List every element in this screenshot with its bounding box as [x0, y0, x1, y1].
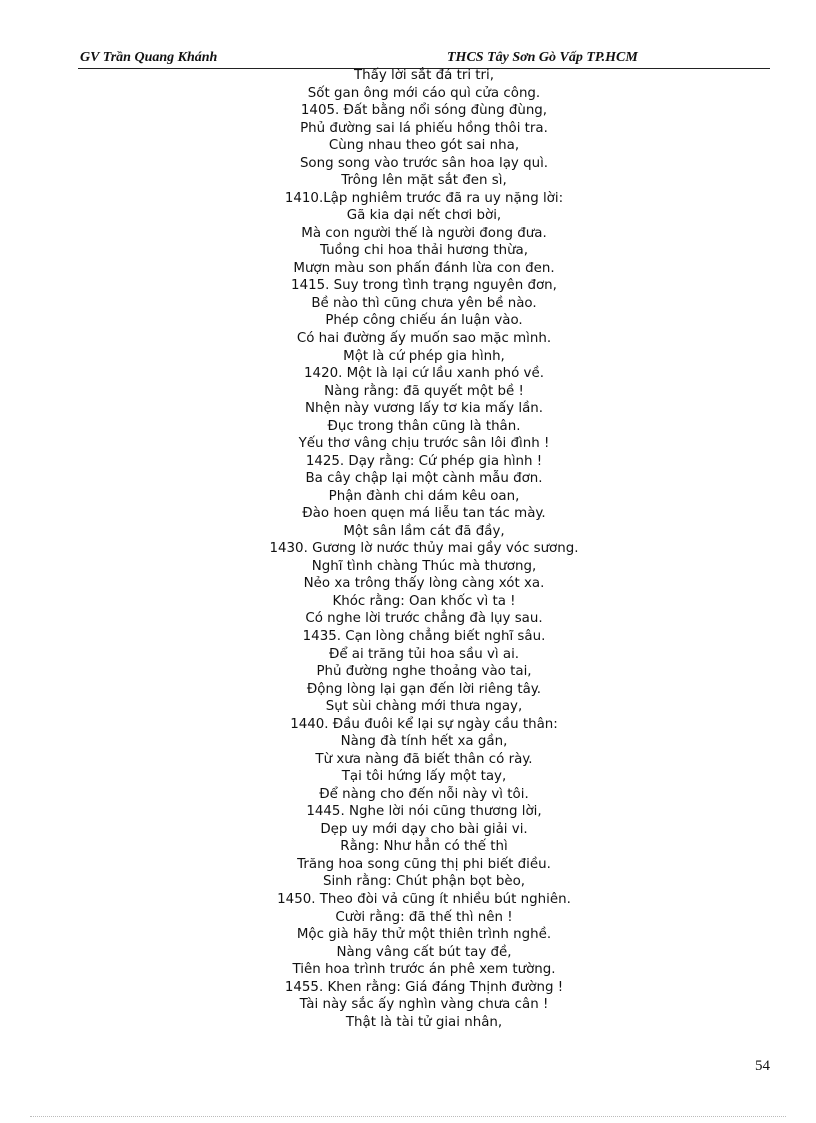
poem-line: Trăng hoa song cũng thị phi biết điều. — [297, 856, 551, 872]
poem-line: Nhện này vương lấy tơ kia mấy lần. — [304, 401, 544, 417]
poem-line: Phủ đường sai lá phiếu hồng thôi tra. — [300, 120, 548, 136]
poem-line: Để ai trăng tủi hoa sầu vì ai. — [328, 646, 520, 662]
poem-line: 1420. Một là lại cứ lầu xanh phó về. — [304, 366, 544, 382]
page-header — [78, 49, 770, 69]
poem-line: Nghĩ tình chàng Thúc mà thương, — [311, 558, 537, 574]
header-school: THCS Tây Sơn Gò Vấp TP.HCM — [447, 50, 638, 65]
poem-line: 1405. Đất bằng nổi sóng đùng đùng, — [300, 103, 548, 119]
poem-line: 1450. Theo đòi vả cũng ít nhiều bút nghiên. — [277, 891, 571, 907]
poem-line: Gã kia dại nết chơi bời, — [346, 208, 502, 224]
poem-line: Đục trong thân cũng là thân. — [327, 418, 521, 434]
poem-line: Phủ đường nghe thoảng vào tai, — [316, 664, 532, 680]
poem-line: Phép công chiếu án luận vào. — [325, 313, 523, 329]
poem-line: Dẹp uy mới dạy cho bài giải vi. — [320, 821, 528, 837]
footer-dotted-border — [30, 1116, 786, 1117]
poem-line: Mượn màu son phấn đánh lừa con đen. — [293, 260, 555, 276]
poem-line: Sinh rằng: Chút phận bọt bèo, — [322, 874, 526, 890]
poem-line: Thấy lời sắt đá tri tri, — [353, 68, 495, 83]
poem-line: Song song vào trước sân hoa lạy quì. — [299, 155, 549, 171]
poem-line: 1415. Suy trong tình trạng nguyên đơn, — [291, 278, 557, 294]
poem-line: Mà con người thế là người đong đưa. — [301, 225, 547, 241]
poem-line: 1440. Đầu đuôi kể lại sự ngày cầu thân: — [290, 716, 558, 732]
poem-line: Tại tôi hứng lấy một tay, — [341, 769, 507, 785]
poem-line: Động lòng lại gạn đến lời riêng tây. — [306, 681, 542, 697]
poem-line: 1435. Cạn lòng chẳng biết nghĩ sâu. — [302, 629, 546, 644]
poem-line: 1410.Lập nghiêm trước đã ra uy nặng lời: — [284, 190, 564, 206]
poem-line: 1445. Nghe lời nói cũng thương lời, — [306, 804, 542, 820]
poem-line: Một là cứ phép gia hình, — [343, 348, 505, 364]
poem-body — [200, 67, 648, 1031]
poem-line: Rằng: Như hẳn có thế thì — [340, 839, 508, 855]
poem-line: Từ xưa nàng đã biết thân có rày. — [315, 751, 533, 767]
poem-line: Có hai đường ấy muốn sao mặc mình. — [296, 330, 552, 346]
poem-line: Nàng vâng cất bút tay đề, — [336, 944, 512, 960]
page-number: 54 — [755, 1058, 770, 1074]
poem-line: Sốt gan ông mới cáo quì cửa công. — [307, 85, 541, 101]
poem-line: Khóc rằng: Oan khốc vì ta ! — [332, 593, 516, 609]
poem-line: Bề nào thì cũng chưa yên bề nào. — [311, 295, 537, 311]
poem-line: Nàng đà tính hết xa gần, — [340, 734, 508, 750]
poem-line: Nàng rằng: đã quyết một bề ! — [324, 383, 524, 399]
poem-line: Đào hoen quẹn má liễu tan tác mày. — [302, 506, 546, 522]
poem-line: Ba cây chập lại một cành mẫu đơn. — [305, 471, 543, 487]
poem-line: Cười rằng: đã thế thì nên ! — [335, 909, 513, 925]
poem-line: Thật là tài tử giai nhân, — [345, 1014, 503, 1030]
poem-line: Tuồng chi hoa thải hương thừa, — [319, 243, 529, 259]
poem-line: Nẻo xa trông thấy lòng càng xót xa. — [303, 576, 545, 592]
poem-line: 1455. Khen rằng: Giá đáng Thịnh đường ! — [284, 979, 564, 995]
poem-line: Tài này sắc ấy nghìn vàng chưa cân ! — [299, 997, 549, 1013]
header-author: GV Trần Quang Khánh — [80, 50, 218, 65]
poem-line: Mộc già hãy thử một thiên trình nghề. — [296, 927, 552, 943]
poem-line: Cùng nhau theo gót sai nha, — [328, 138, 520, 154]
poem-line: 1425. Dạy rằng: Cứ phép gia hình ! — [305, 453, 543, 469]
poem-line: Yếu thơ vâng chịu trước sân lôi đình ! — [298, 436, 550, 452]
poem-line: Một sân lầm cát đã đầy, — [343, 523, 505, 539]
poem-line: Có nghe lời trước chẳng đà lụy sau. — [305, 611, 543, 627]
poem-line: Để nàng cho đến nỗi này vì tôi. — [319, 786, 529, 802]
poem-line: Sụt sùi chàng mới thưa ngay, — [325, 699, 523, 715]
poem-line: Phận đành chi dám kêu oan, — [328, 488, 520, 504]
poem-line: 1430. Gương lờ nước thủy mai gầy vóc sương. — [269, 541, 579, 557]
poem-line: Trông lên mặt sắt đen sì, — [341, 173, 507, 189]
poem-line: Tiên hoa trình trước án phê xem tường. — [292, 962, 556, 978]
